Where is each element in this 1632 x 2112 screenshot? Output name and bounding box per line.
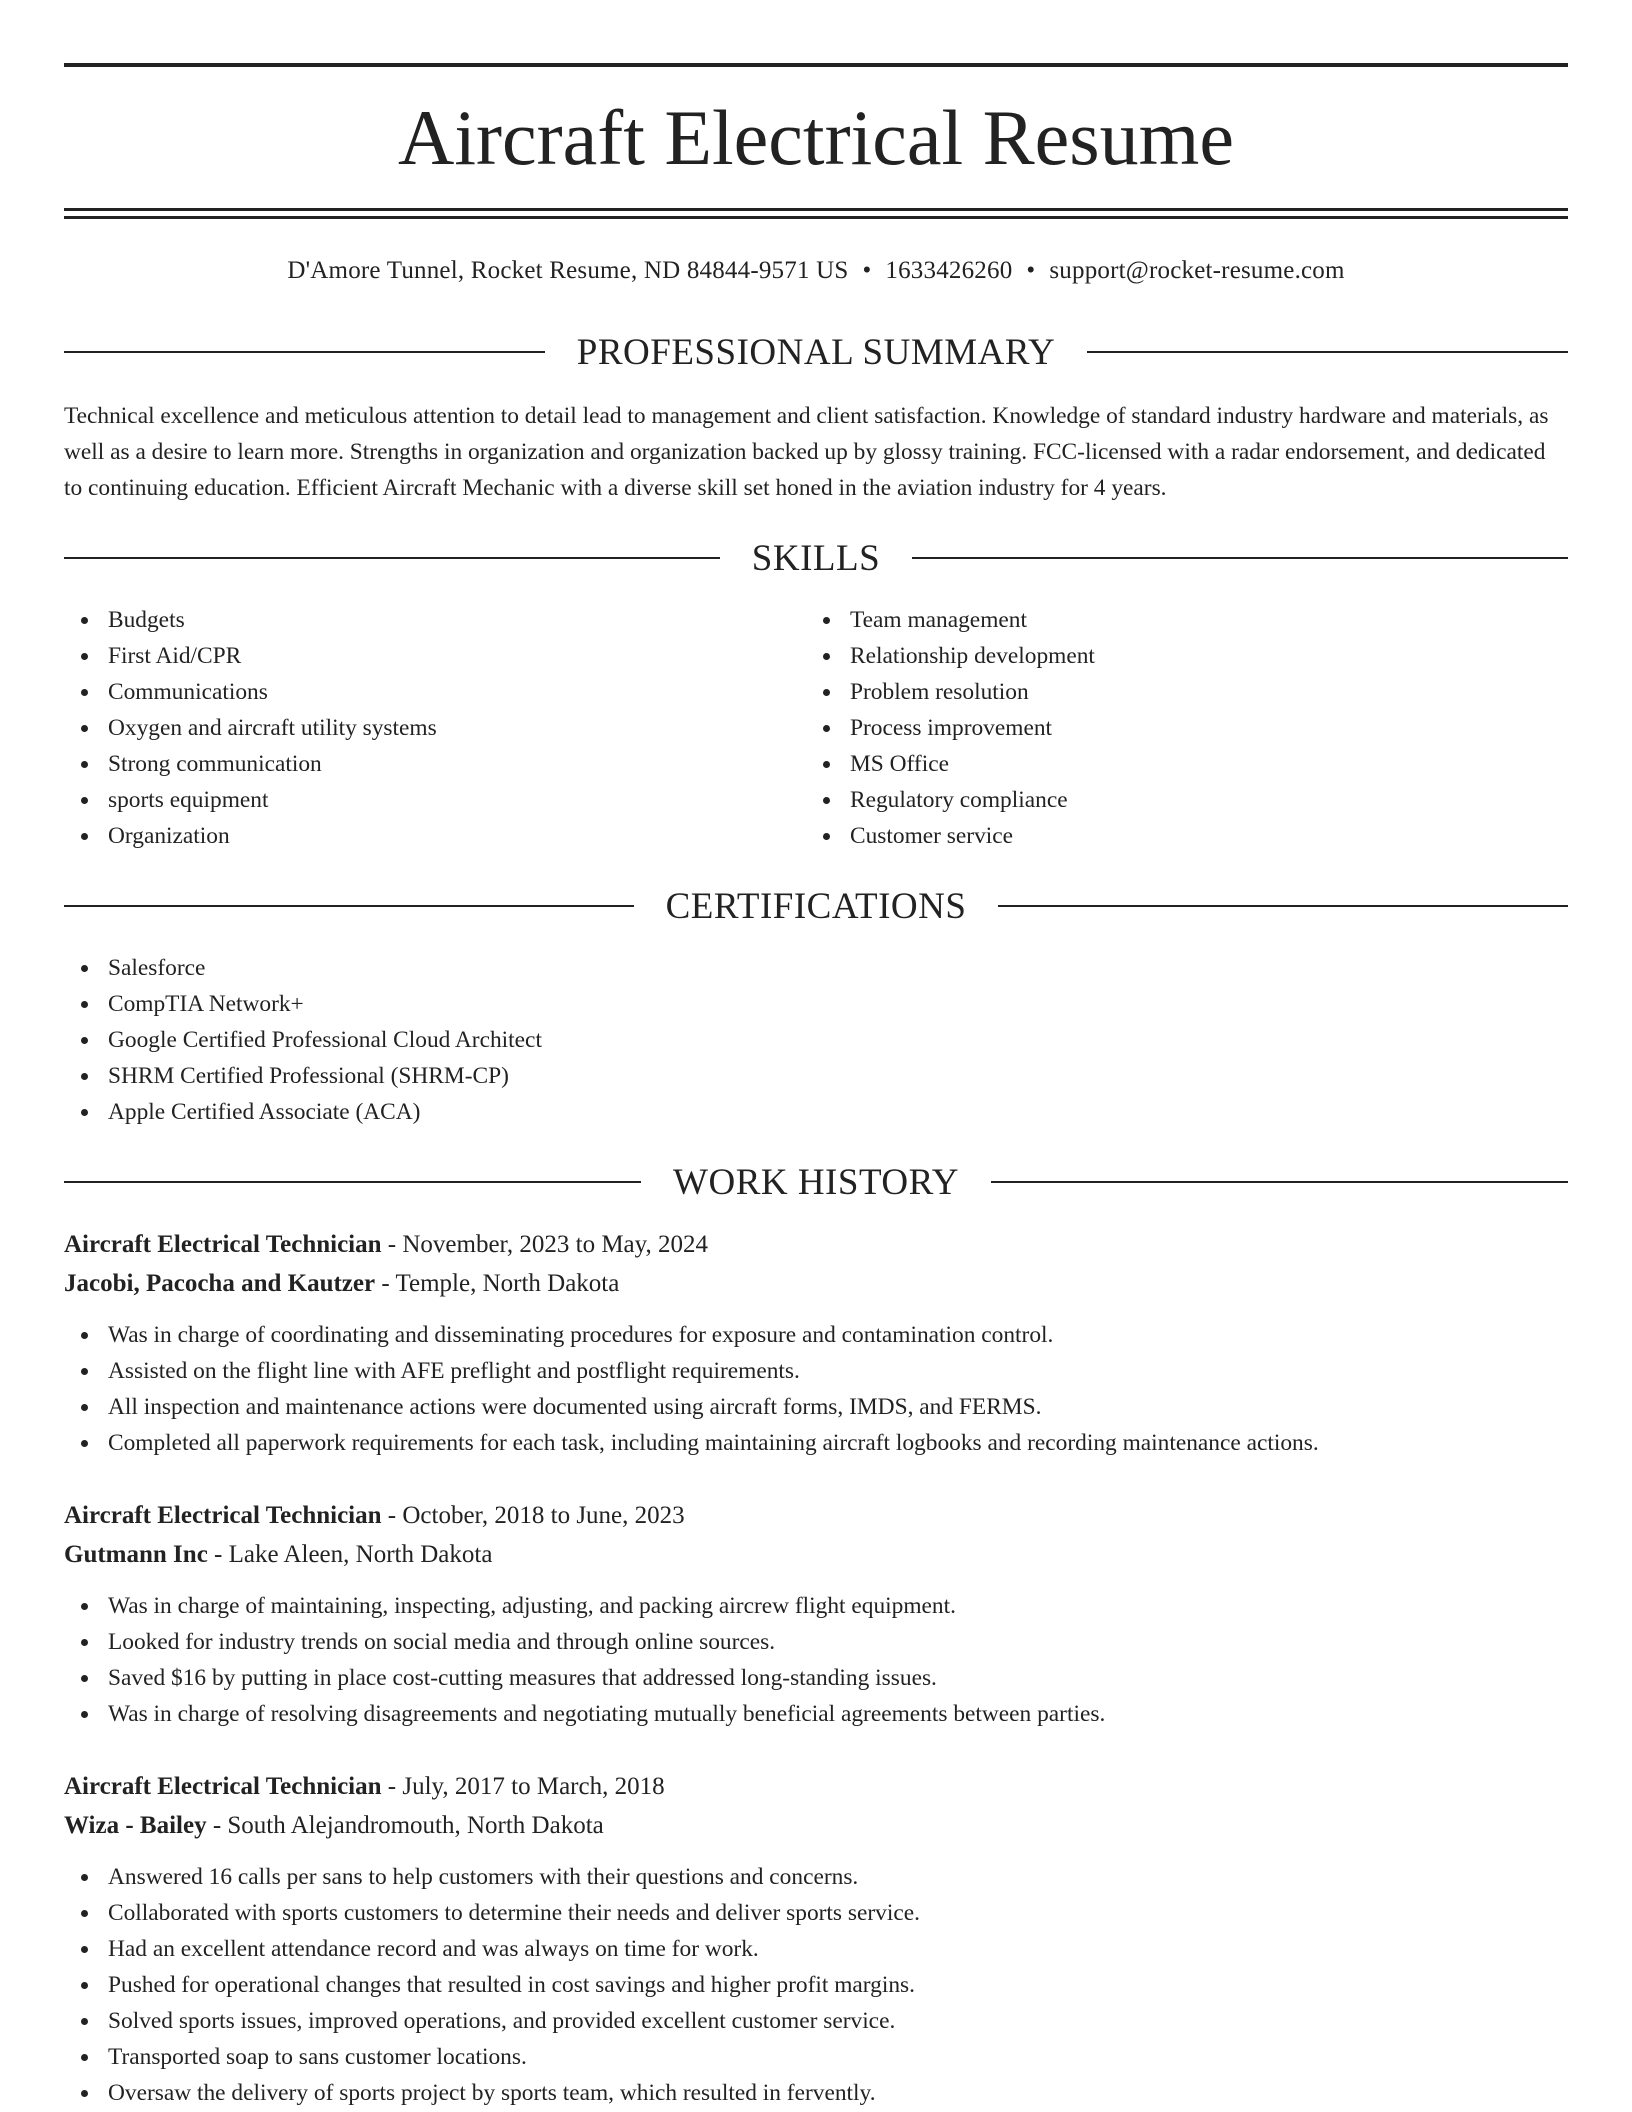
job-title: Aircraft Electrical Technician xyxy=(64,1773,382,1800)
summary-heading xyxy=(64,330,1568,374)
heading-rule-left xyxy=(64,905,634,907)
contact-email: support@rocket-resume.com xyxy=(1049,257,1345,284)
heading-rule-left xyxy=(64,351,545,353)
skill-item: Relationship development xyxy=(806,638,1506,674)
skill-item: Organization xyxy=(64,818,764,854)
job-location: - Temple, North Dakota xyxy=(375,1270,620,1297)
job-bullets xyxy=(64,1588,1568,1732)
job-bullet: Collaborated with sports customers to determine their needs and deliver sports service. xyxy=(64,1895,1568,1931)
job-bullet: Answered 16 calls per sans to help customers with their questions and concerns. xyxy=(64,1859,1568,1895)
certification-item: Salesforce xyxy=(64,950,1464,986)
summary-heading-label: PROFESSIONAL SUMMARY xyxy=(576,331,1056,373)
job-bullet: Saved $16 by putting in place cost-cutting measures that addressed long-standing issues. xyxy=(64,1660,1568,1696)
certifications-list xyxy=(64,950,1464,1130)
heading-rule-right xyxy=(998,905,1568,907)
skills-heading xyxy=(64,536,1568,580)
skill-item: MS Office xyxy=(806,746,1506,782)
skill-item: Strong communication xyxy=(64,746,764,782)
skill-item: Problem resolution xyxy=(806,674,1506,710)
job-company: Wiza - Bailey xyxy=(64,1812,207,1839)
contact-separator: • xyxy=(1026,257,1036,284)
job-entry xyxy=(64,1496,1568,1732)
certification-item: Apple Certified Associate (ACA) xyxy=(64,1094,1464,1130)
certifications-heading xyxy=(64,884,1568,928)
contact-address: D'Amore Tunnel, Rocket Resume, ND 84844-9571 US xyxy=(287,257,849,284)
job-bullet: Transported soap to sans customer locations. xyxy=(64,2039,1568,2075)
skill-item: First Aid/CPR xyxy=(64,638,764,674)
skill-item: Budgets xyxy=(64,602,764,638)
job-bullet: Was in charge of maintaining, inspecting, adjusting, and packing aircrew flight equipment. xyxy=(64,1588,1568,1624)
certification-item: Google Certified Professional Cloud Architect xyxy=(64,1022,1464,1058)
job-location: - South Alejandromouth, North Dakota xyxy=(206,1812,604,1839)
job-bullet: Assisted on the flight line with AFE preflight and postflight requirements. xyxy=(64,1353,1568,1389)
heading-rule-right xyxy=(991,1181,1568,1183)
job-company: Gutmann Inc xyxy=(64,1541,208,1568)
skill-item: Regulatory compliance xyxy=(806,782,1506,818)
job-title: Aircraft Electrical Technician xyxy=(64,1231,382,1258)
job-entry xyxy=(64,1225,1568,1461)
skill-item: Team management xyxy=(806,602,1506,638)
summary-text: Technical excellence and meticulous attention to detail lead to management and client satisfaction. Knowledge of standard industry hardware and materials, as well as a desire to learn more. Strengths in organization and organization backed up by glossy training. FCC-licensed with a radar endorsement, and dedicated to continuing education. Efficient Aircraft Mechanic with a diverse skill set honed in the aviation industry for 4 years. xyxy=(64,403,1549,501)
heading-rule-right xyxy=(912,557,1568,559)
resume-title: Aircraft Electrical Resume xyxy=(398,94,1234,181)
job-bullet: Pushed for operational changes that resulted in cost savings and higher profit margins. xyxy=(64,1967,1568,2003)
skill-item: sports equipment xyxy=(64,782,764,818)
job-location: - Lake Aleen, North Dakota xyxy=(207,1541,493,1568)
skill-item: Customer service xyxy=(806,818,1506,854)
title-rule-upper xyxy=(64,208,1568,211)
job-bullet: Had an excellent attendance record and was always on time for work. xyxy=(64,1931,1568,1967)
job-bullets xyxy=(64,1859,1568,2111)
work-history-heading xyxy=(64,1160,1568,1204)
heading-rule-right xyxy=(1087,351,1568,353)
certifications-heading-label: CERTIFICATIONS xyxy=(665,885,967,927)
contact-line xyxy=(64,254,1568,288)
skills-list-left xyxy=(64,602,764,854)
job-company: Jacobi, Pacocha and Kautzer xyxy=(64,1270,376,1297)
job-entry xyxy=(64,1767,1568,2111)
job-title-line xyxy=(64,1496,1568,1535)
title-rule-lower xyxy=(64,216,1568,219)
job-bullet: Oversaw the delivery of sports project by sports team, which resulted in fervently. xyxy=(64,2075,1568,2111)
contact-separator: • xyxy=(862,257,872,284)
certification-item: CompTIA Network+ xyxy=(64,986,1464,1022)
job-bullet: Completed all paperwork requirements for each task, including maintaining aircraft logbooks and recording maintenance actions. xyxy=(64,1425,1568,1461)
job-title-line xyxy=(64,1225,1568,1264)
job-dates: - July, 2017 to March, 2018 xyxy=(381,1773,665,1800)
contact-phone: 1633426260 xyxy=(885,257,1013,284)
skills-heading-label: SKILLS xyxy=(751,537,881,579)
heading-rule-left xyxy=(64,557,720,559)
top-rule xyxy=(64,63,1568,67)
job-title: Aircraft Electrical Technician xyxy=(64,1502,382,1529)
job-title-line xyxy=(64,1767,1568,1806)
certification-item: SHRM Certified Professional (SHRM-CP) xyxy=(64,1058,1464,1094)
job-dates: - October, 2018 to June, 2023 xyxy=(381,1502,685,1529)
job-bullets xyxy=(64,1317,1568,1461)
heading-rule-left xyxy=(64,1181,641,1183)
work-history-heading-label: WORK HISTORY xyxy=(673,1161,959,1203)
skill-item: Process improvement xyxy=(806,710,1506,746)
skills-list-right xyxy=(806,602,1506,854)
job-company-line xyxy=(64,1806,1568,1845)
job-bullet: All inspection and maintenance actions were documented using aircraft forms, IMDS, and FERMS. xyxy=(64,1389,1568,1425)
job-bullet: Was in charge of resolving disagreements and negotiating mutually beneficial agreements between parties. xyxy=(64,1696,1568,1732)
job-company-line xyxy=(64,1264,1568,1303)
skill-item: Oxygen and aircraft utility systems xyxy=(64,710,764,746)
job-company-line xyxy=(64,1535,1568,1574)
job-dates: - November, 2023 to May, 2024 xyxy=(381,1231,709,1258)
job-bullet: Was in charge of coordinating and disseminating procedures for exposure and contamination control. xyxy=(64,1317,1568,1353)
job-bullet: Looked for industry trends on social media and through online sources. xyxy=(64,1624,1568,1660)
skill-item: Communications xyxy=(64,674,764,710)
job-bullet: Solved sports issues, improved operations, and provided excellent customer service. xyxy=(64,2003,1568,2039)
